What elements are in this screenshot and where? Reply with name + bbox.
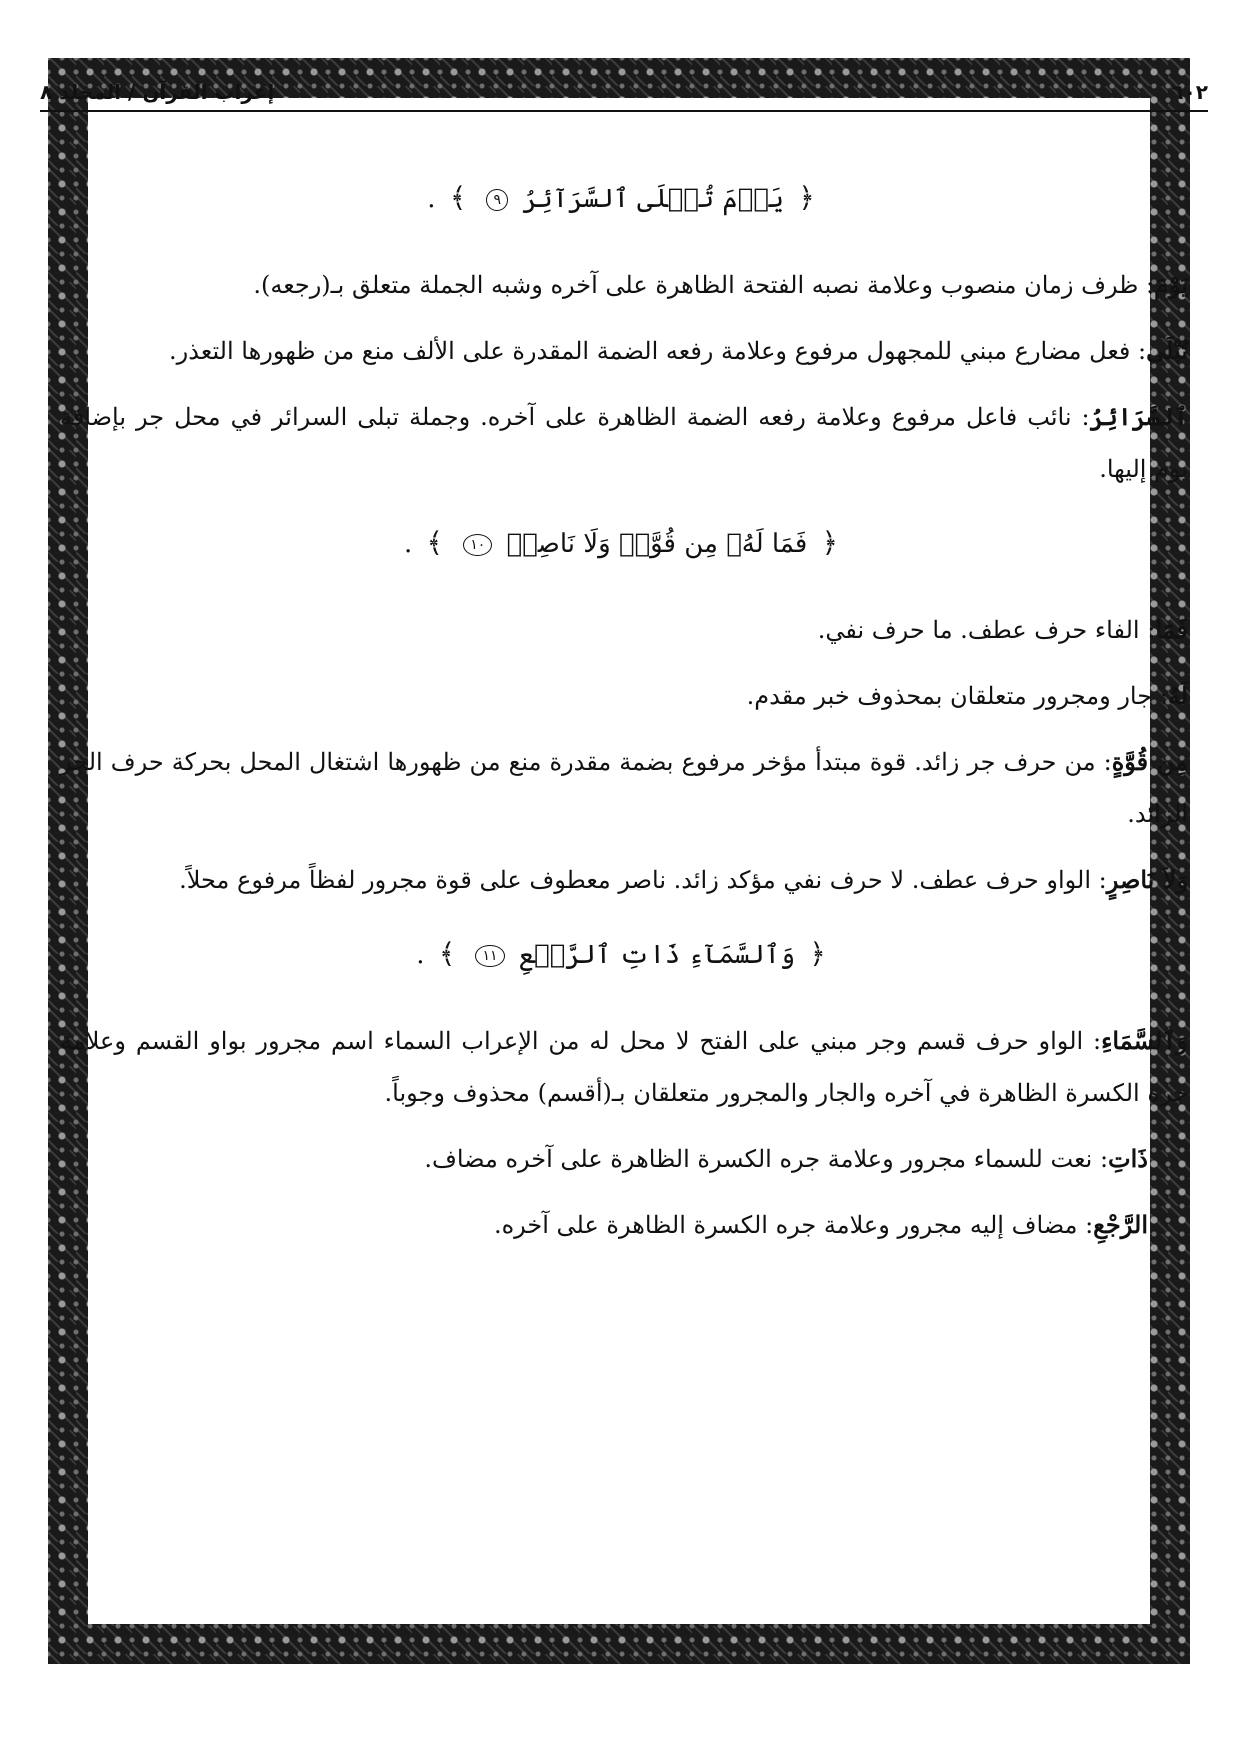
running-title: إعراب القرآن / المجلد ٨ — [40, 80, 275, 104]
verse-text: وَٱلسَّمَآءِ ذَاتِ ٱلرَّجۡعِ — [518, 940, 796, 970]
verse-number: ١١ — [475, 945, 504, 967]
entry-text: الواو حرف قسم وجر مبني على الفتح لا محل له من الإعراب السماء اسم مجرور بواو القسم وعلامة جره الكسرة الظاهرة في آخره والجار والمجرور متعلقان بـ(أقسم) محذوف وجوباً. — [60, 1027, 1188, 1107]
verse-number: ١٠ — [463, 534, 492, 556]
page-number: ٦٠٢ — [1171, 80, 1208, 104]
entry-term: وَلاَ نَاصِرٍ — [1106, 865, 1188, 894]
verse-close-bracket: ﴾ — [426, 526, 443, 559]
entry-text: نائب فاعل مرفوع وعلامة رفعه الضمة الظاهرة على آخره. وجملة تبلى السرائر في محل جر بإضافة يوم إليها. — [60, 403, 1188, 483]
entry-term: مِن قُوَّةٍ — [1111, 747, 1188, 776]
irab-entry: تُبْلَى: فعل مضارع مبني للمجهول مرفوع وعلامة رفعه الضمة المقدرة على الألف منع من ظهورها التعذر. — [169, 336, 1188, 365]
irab-entry: يَوْمَ: ظرف زمان منصوب وعلامة نصبه الفتحة الظاهرة على آخره وشبه الجملة متعلق بـ(رجعه). — [253, 270, 1188, 299]
entry-text: نعت للسماء مجرور وعلامة جره الكسرة الظاهرة على آخره مضاف. — [424, 1145, 1093, 1173]
entry-term: وَٱلسَّمَاءِ — [1101, 1026, 1188, 1055]
entry-text: من حرف جر زائد. قوة مبتدأ مؤخر مرفوع بضمة مقدرة منع من ظهورها اشتغال المحل بحركة حرف الجر الزائد. — [60, 748, 1188, 828]
irab-entry: فَمَا: الفاء حرف عطف. ما حرف نفي. — [817, 615, 1188, 644]
entry-term: ٱلسَّرَائِرُ — [1089, 402, 1189, 431]
verse-11: ﴿ وَٱلسَّمَآءِ ذَاتِ ٱلرَّجۡعِ ١١ ﴾ . — [60, 928, 1188, 981]
entry-term: يَوْمَ — [1154, 270, 1188, 299]
verse-open-bracket: ﴿ — [821, 526, 838, 559]
entry-term: فَمَا — [1155, 615, 1188, 644]
irab-entry: الرَّجْعِ: مضاف إليه مجرور وعلامة جره الكسرة الظاهرة على آخره. — [493, 1210, 1148, 1239]
entry-term: تُبْلَى — [1146, 336, 1188, 365]
entry-term: الرَّجْعِ — [1093, 1210, 1148, 1239]
entry-text: الفاء حرف عطف. ما حرف نفي. — [817, 616, 1140, 644]
entry-term: ذَاتِ — [1108, 1144, 1148, 1173]
entry-text: فعل مضارع مبني للمجهول مرفوع وعلامة رفعه الضمة المقدرة على الألف منع من ظهورها التعذر. — [169, 337, 1131, 365]
irab-entry: ذَاتِ: نعت للسماء مجرور وعلامة جره الكسرة الظاهرة على آخره مضاف. — [424, 1144, 1148, 1173]
verse-text: يَوۡمَ تُبۡلَى ٱلسَّرَآئِرُ — [522, 184, 785, 214]
entry-text: ظرف زمان منصوب وعلامة نصبه الفتحة الظاهرة على آخره وشبه الجملة متعلق بـ(رجعه). — [253, 271, 1139, 299]
verse-10: ﴿ فَمَا لَهُۥ مِن قُوَّةٖ وَلَا نَاصِرٖ ١٠ ﴾ . — [60, 517, 1188, 570]
irab-entry: ٱلسَّرَائِرُ: نائب فاعل مرفوع وعلامة رفعه الضمة الظاهرة على آخره. وجملة تبلى السرائر في محل جر بإضافة يوم إليها. — [60, 402, 1189, 483]
entry-term: لَهُ — [1167, 681, 1188, 710]
page-content — [60, 150, 1188, 1265]
irab-entry: وَلاَ نَاصِرٍ: الواو حرف عطف. لا حرف نفي مؤكد زائد. ناصر معطوف على قوة مجرور لفظاً مرفوع محلاً. — [179, 865, 1188, 894]
irab-entry: لَهُ: جار ومجرور متعلقان بمحذوف خبر مقدم. — [746, 681, 1188, 710]
verse-open-bracket: ﴿ — [809, 937, 826, 970]
verse-9: ﴿ يَوۡمَ تُبۡلَى ٱلسَّرَآئِرُ ٩ ﴾ . — [60, 172, 1188, 225]
irab-entry: وَٱلسَّمَاءِ: الواو حرف قسم وجر مبني على الفتح لا محل له من الإعراب السماء اسم مجرور بواو القسم وعلامة جره الكسرة الظاهرة في آخره والجار والمجرور متعلقان بـ(أقسم) محذوف وجوباً. — [60, 1026, 1188, 1107]
entry-text: جار ومجرور متعلقان بمحذوف خبر مقدم. — [746, 682, 1153, 710]
entry-text: مضاف إليه مجرور وعلامة جره الكسرة الظاهرة على آخره. — [493, 1211, 1078, 1239]
verse-number: ٩ — [486, 189, 508, 211]
entry-text: الواو حرف عطف. لا حرف نفي مؤكد زائد. ناصر معطوف على قوة مجرور لفظاً مرفوع محلاً. — [179, 866, 1092, 894]
verse-open-bracket: ﴿ — [798, 181, 815, 214]
irab-entry: مِن قُوَّةٍ: من حرف جر زائد. قوة مبتدأ مؤخر مرفوع بضمة مقدرة منع من ظهورها اشتغال المحل بحركة حرف الجر الزائد. — [60, 747, 1188, 828]
verse-close-bracket: ﴾ — [438, 937, 456, 970]
verse-text: فَمَا لَهُۥ مِن قُوَّةٖ وَلَا نَاصِرٖ — [506, 529, 808, 559]
verse-close-bracket: ﴾ — [449, 181, 467, 214]
page-header — [40, 64, 1208, 112]
